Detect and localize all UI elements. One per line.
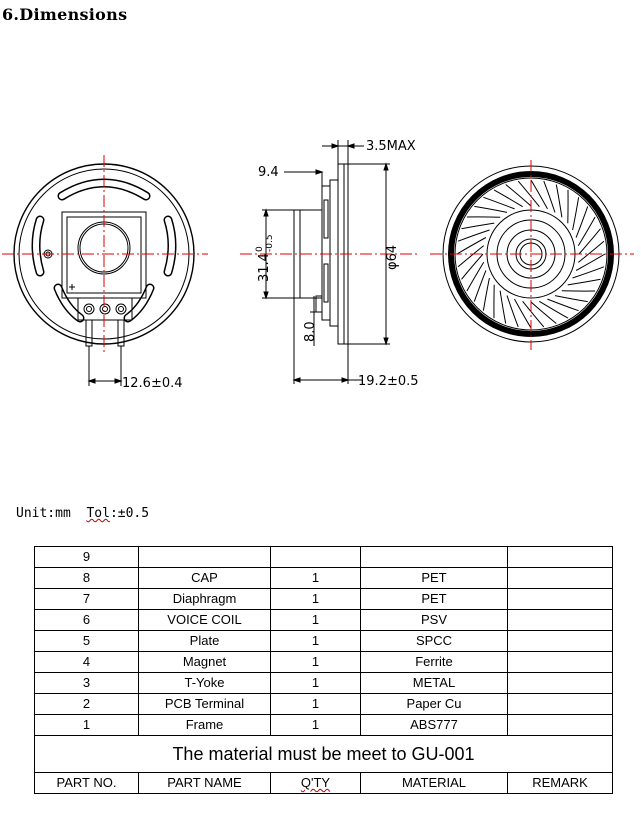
- cell-qty: 1: [271, 652, 361, 673]
- cell-name: T-Yoke: [139, 673, 271, 694]
- cell-remark: [508, 568, 613, 589]
- header-qty-label: Q'TY: [300, 775, 331, 790]
- cell-remark: [508, 715, 613, 736]
- cell-remark: [508, 673, 613, 694]
- cell-material: Ferrite: [361, 652, 508, 673]
- cone-ridge: [556, 185, 562, 218]
- cell-remark: [508, 694, 613, 715]
- cone-ridge: [458, 246, 484, 267]
- table-row: [35, 610, 613, 631]
- cone-ridge: [555, 296, 588, 302]
- table-row: [35, 652, 613, 673]
- table-row: [35, 547, 613, 568]
- cell-qty: 1: [271, 568, 361, 589]
- side-view: [262, 140, 390, 384]
- dim-width-front: 12.6±0.4: [122, 376, 183, 391]
- cone-ridge: [578, 217, 595, 246]
- cell-remark: [508, 589, 613, 610]
- cone-ridge: [458, 230, 489, 241]
- unit-tolerance-note: [16, 506, 149, 521]
- cell-no: 8: [35, 568, 139, 589]
- cell-material: PET: [361, 589, 508, 610]
- material-note: The material must be meet to GU-001: [35, 736, 613, 773]
- table-header-row: [35, 773, 613, 794]
- cell-remark: [508, 610, 613, 631]
- cell-remark: [508, 631, 613, 652]
- cone-ridge: [500, 291, 506, 324]
- cone-ridge: [494, 190, 523, 207]
- dim-height-group: [255, 234, 275, 282]
- dim-height-tol-lower: -0.5: [265, 234, 275, 252]
- cell-qty: 1: [271, 610, 361, 631]
- cell-remark: [508, 547, 613, 568]
- table-row: [35, 631, 613, 652]
- tol-prefix: Tol: [86, 506, 110, 521]
- cell-no: 1: [35, 715, 139, 736]
- cone-ridge: [523, 301, 544, 327]
- table-row: [35, 673, 613, 694]
- dim-lower: 8.0: [303, 321, 318, 342]
- cell-name: [139, 547, 271, 568]
- cell-material: PET: [361, 568, 508, 589]
- cell-name: CAP: [139, 568, 271, 589]
- cell-name: Diaphragm: [139, 589, 271, 610]
- dim-overall-width: 19.2±0.5: [358, 374, 419, 389]
- dim-diameter-group: [385, 245, 400, 270]
- cone-ridge: [568, 279, 601, 285]
- cell-name: Frame: [139, 715, 271, 736]
- cell-qty: 1: [271, 631, 361, 652]
- dim-max-thickness: 3.5MAX: [366, 139, 416, 154]
- cell-no: 6: [35, 610, 139, 631]
- cone-ridge: [579, 229, 601, 254]
- cone-ridge: [531, 302, 556, 324]
- cell-name: Magnet: [139, 652, 271, 673]
- cone-ridge: [544, 181, 555, 212]
- table-row: [35, 589, 613, 610]
- cell-material: SPCC: [361, 631, 508, 652]
- cell-qty: 1: [271, 694, 361, 715]
- header-qty: [271, 773, 361, 794]
- cell-no: 3: [35, 673, 139, 694]
- cell-qty: 1: [271, 589, 361, 610]
- header-part-name: PART NAME: [139, 773, 271, 794]
- cell-remark: [508, 652, 613, 673]
- cell-material: [361, 547, 508, 568]
- cell-material: PSV: [361, 610, 508, 631]
- header-remark: REMARK: [508, 773, 613, 794]
- dim-top-depth: 9.4: [258, 165, 279, 180]
- table-row: [35, 568, 613, 589]
- header-material: MATERIAL: [361, 773, 508, 794]
- cone-ridge: [539, 301, 568, 318]
- cell-qty: 1: [271, 715, 361, 736]
- dim-height-base: 31.4: [257, 253, 272, 282]
- cone-ridge: [462, 254, 484, 279]
- cell-no: 9: [35, 547, 139, 568]
- cone-ridge: [483, 278, 489, 311]
- parts-table: [34, 546, 613, 794]
- cell-name: VOICE COIL: [139, 610, 271, 631]
- cell-no: 7: [35, 589, 139, 610]
- cone-ridge: [462, 223, 495, 229]
- cone-ridge: [507, 296, 518, 327]
- cell-name: Plate: [139, 631, 271, 652]
- table-row: [35, 694, 613, 715]
- cone-ridge: [573, 197, 579, 230]
- cone-ridge: [518, 181, 539, 207]
- dim-lower-group: [303, 321, 318, 342]
- section-title: 6.Dimensions: [2, 5, 128, 24]
- cone-ridge: [474, 206, 507, 212]
- tol-value: :±0.5: [109, 506, 150, 521]
- header-part-no: PART NO.: [35, 773, 139, 794]
- cone-ridge: [467, 262, 484, 291]
- cell-no: 4: [35, 652, 139, 673]
- cell-name: PCB Terminal: [139, 694, 271, 715]
- cell-material: Paper Cu: [361, 694, 508, 715]
- cell-qty: [271, 547, 361, 568]
- cell-qty: 1: [271, 673, 361, 694]
- cone-ridge: [578, 241, 604, 262]
- cell-no: 5: [35, 631, 139, 652]
- cone-ridge: [573, 267, 604, 278]
- cell-material: ABS777: [361, 715, 508, 736]
- cell-material: METAL: [361, 673, 508, 694]
- dim-diameter: φ64: [385, 244, 400, 270]
- table-row: [35, 715, 613, 736]
- material-note-row: [35, 736, 613, 773]
- cell-no: 2: [35, 694, 139, 715]
- dim-height-tol-upper: 0: [255, 246, 265, 252]
- cone-ridge: [506, 185, 531, 207]
- unit-label: Unit:mm: [16, 506, 71, 521]
